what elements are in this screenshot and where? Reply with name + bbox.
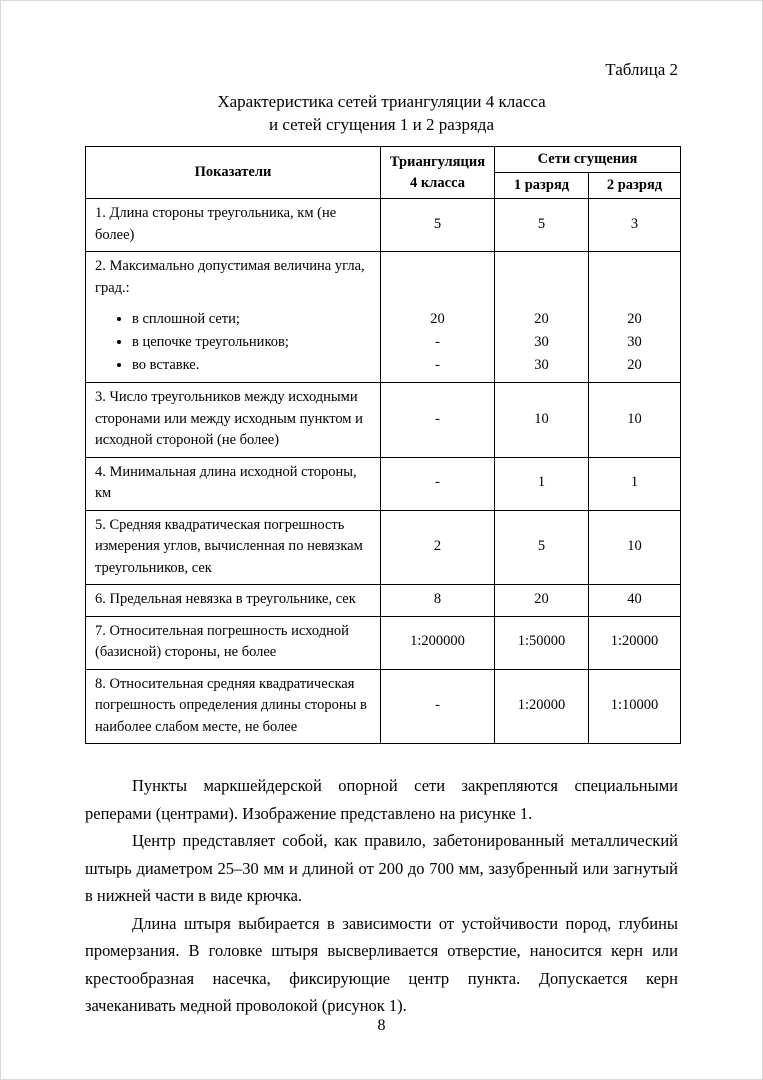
bullet-item: • в сплошной сети;: [132, 308, 371, 331]
value-cell: 20: [495, 585, 589, 617]
header-triangulation-line1: Триангуляция: [389, 153, 486, 170]
value-cell: -: [381, 457, 495, 510]
header-triangulation-line2: 4 класса: [410, 174, 465, 191]
table-title: [85, 90, 678, 136]
sub-value: 30: [627, 334, 642, 350]
table-row: [86, 383, 681, 458]
table-row: [86, 669, 681, 744]
sub-value: 30: [534, 357, 549, 373]
value-cell: 1:20000: [589, 616, 681, 669]
value-cell: 1:10000: [589, 669, 681, 744]
value-cell: -: [381, 669, 495, 744]
value-cell: 1:200000: [381, 616, 495, 669]
row-label: 8. Относительная средняя квадратическая погрешность определения длины стороны в наиболее слабом месте, не более: [86, 669, 381, 744]
value-cell: 1: [589, 457, 681, 510]
value-cell: 3: [589, 199, 681, 252]
value-cell: 1:20000: [495, 669, 589, 744]
body-paragraph: Пункты маркшейдерской опорной сети закрепляются специальными реперами (центрами). Изображение представлено на рисунке 1.: [85, 776, 678, 823]
value-cell: [381, 252, 495, 383]
table-row: [86, 585, 681, 617]
table-header-row-1: [86, 147, 681, 173]
row-label: 4. Минимальная длина исходной стороны, км: [86, 457, 381, 510]
page-number: 8: [377, 1017, 386, 1034]
body-text: [85, 772, 678, 1020]
table-caption: Таблица 2: [605, 60, 678, 79]
value-cell: 5: [495, 510, 589, 585]
body-paragraph: Центр представляет собой, как правило, забетонированный металлический штырь диаметром 25–30 мм и длиной от 200 до 700 мм, зазубренный или загнутый в нижней части в виде крючка.: [85, 831, 678, 905]
table-row: [86, 457, 681, 510]
value-cell: 8: [381, 585, 495, 617]
sub-value: 30: [534, 334, 549, 350]
header-rank-2: 2 разряд: [589, 173, 681, 199]
value-cell: 10: [495, 383, 589, 458]
value-cell: 2: [381, 510, 495, 585]
header-rank-1: 1 разряд: [495, 173, 589, 199]
row-label: 1. Длина стороны треугольника, км (не более): [86, 199, 381, 252]
table-title-line2: и сетей сгущения 1 и 2 разряда: [268, 115, 494, 134]
table-row: [86, 252, 681, 383]
value-cell: 1: [495, 457, 589, 510]
body-paragraph: Длина штыря выбирается в зависимости от устойчивости пород, глубины промерзания. В головке штыря высверливается отверстие, наносится керн или крестообразная насечка, фиксирующие центр пункта. Допускается керн зачеканивать медной проволокой (рисунок 1).: [85, 913, 678, 1015]
value-cell: 1:50000: [495, 616, 589, 669]
sub-value: 20: [627, 357, 642, 373]
bullet-item: • в цепочке треугольников;: [132, 331, 371, 354]
row-label: 3. Число треугольников между исходными сторонами или между исходным пунктом и исходной стороной (не более): [86, 383, 381, 458]
value-cell: 10: [589, 383, 681, 458]
sub-value: -: [435, 334, 440, 350]
value-cell: [589, 252, 681, 383]
table-row: [86, 616, 681, 669]
sub-value: 20: [430, 311, 445, 327]
value-cell: -: [381, 383, 495, 458]
row-label: 6. Предельная невязка в треугольнике, сек: [86, 585, 381, 617]
header-densification-group: Сети сгущения: [495, 147, 681, 173]
row-label: 7. Относительная погрешность исходной (базисной) стороны, не более: [86, 616, 381, 669]
bullet-item: • во вставке.: [132, 354, 371, 377]
table-row: [86, 510, 681, 585]
triangulation-table: [85, 146, 681, 744]
bullet-list: [117, 308, 371, 377]
header-indicators: Показатели: [86, 147, 381, 199]
value-cell: 5: [495, 199, 589, 252]
value-cell: [495, 252, 589, 383]
value-cell: 10: [589, 510, 681, 585]
sub-value: -: [435, 357, 440, 373]
row-label: 5. Средняя квадратическая погрешность измерения углов, вычисленная по невязкам треугольников, сек: [86, 510, 381, 585]
table-title-line1: Характеристика сетей триангуляции 4 класса: [217, 92, 546, 111]
value-cell: 5: [381, 199, 495, 252]
header-triangulation: [381, 147, 495, 199]
sub-value: 20: [627, 311, 642, 327]
value-cell: 40: [589, 585, 681, 617]
table-row: [86, 199, 681, 252]
sub-value: 20: [534, 311, 549, 327]
row-label-heading: 2. Максимально допустимая величина угла, град.:: [95, 258, 365, 296]
row-label: [86, 252, 381, 383]
